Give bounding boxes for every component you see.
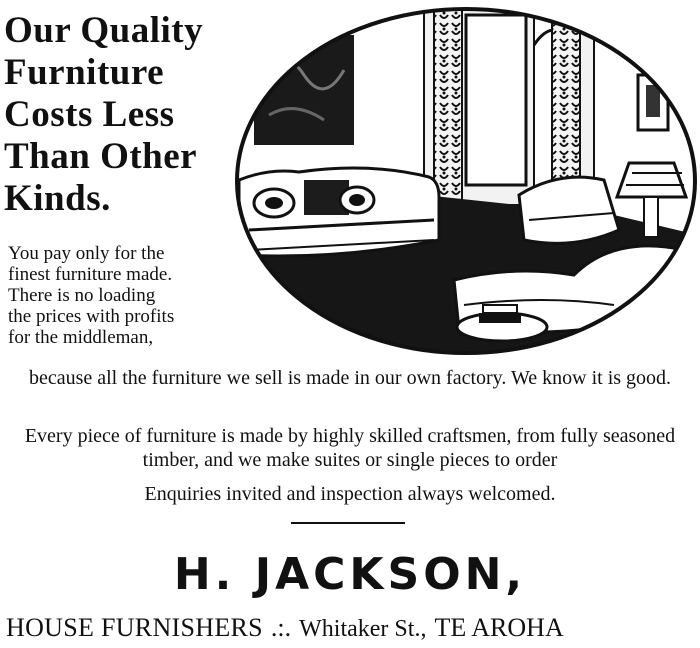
headline-line: Kinds. [4, 178, 111, 219]
headline-line: Furniture [4, 52, 165, 93]
living-room-illustration [234, 5, 698, 357]
factory-paragraph: because all the furniture we sell is made in our own factory. We know it is good. [28, 367, 672, 389]
intro-text [8, 243, 228, 348]
intro-line: There is no loading [8, 285, 156, 306]
headline-line: Than Other [4, 136, 198, 177]
intro-line: for the middleman, [8, 327, 154, 348]
divider-rule [291, 522, 405, 524]
craftsmanship-paragraph: Every piece of furniture is made by highly skilled craftsmen, from fully seasoned timber, and we make suites or single pieces to order [24, 425, 676, 471]
headline-line: Costs Less [4, 94, 175, 135]
headline [4, 10, 240, 220]
street-address: Whitaker St., [299, 616, 427, 642]
business-name: H. JACKSON, [173, 549, 527, 600]
intro-line: finest furniture made. [8, 264, 173, 285]
headline-line: Our Quality [4, 10, 204, 51]
town-name: TE AROHA [434, 613, 564, 642]
separator-glyph: .:. [270, 613, 292, 642]
address-line [0, 612, 700, 645]
enquiries-paragraph: Enquiries invited and inspection always welcomed. [144, 483, 556, 505]
intro-line: You pay only for the [8, 243, 165, 264]
trade-label: HOUSE FURNISHERS [6, 613, 263, 642]
intro-line: the prices with profits [8, 306, 175, 327]
